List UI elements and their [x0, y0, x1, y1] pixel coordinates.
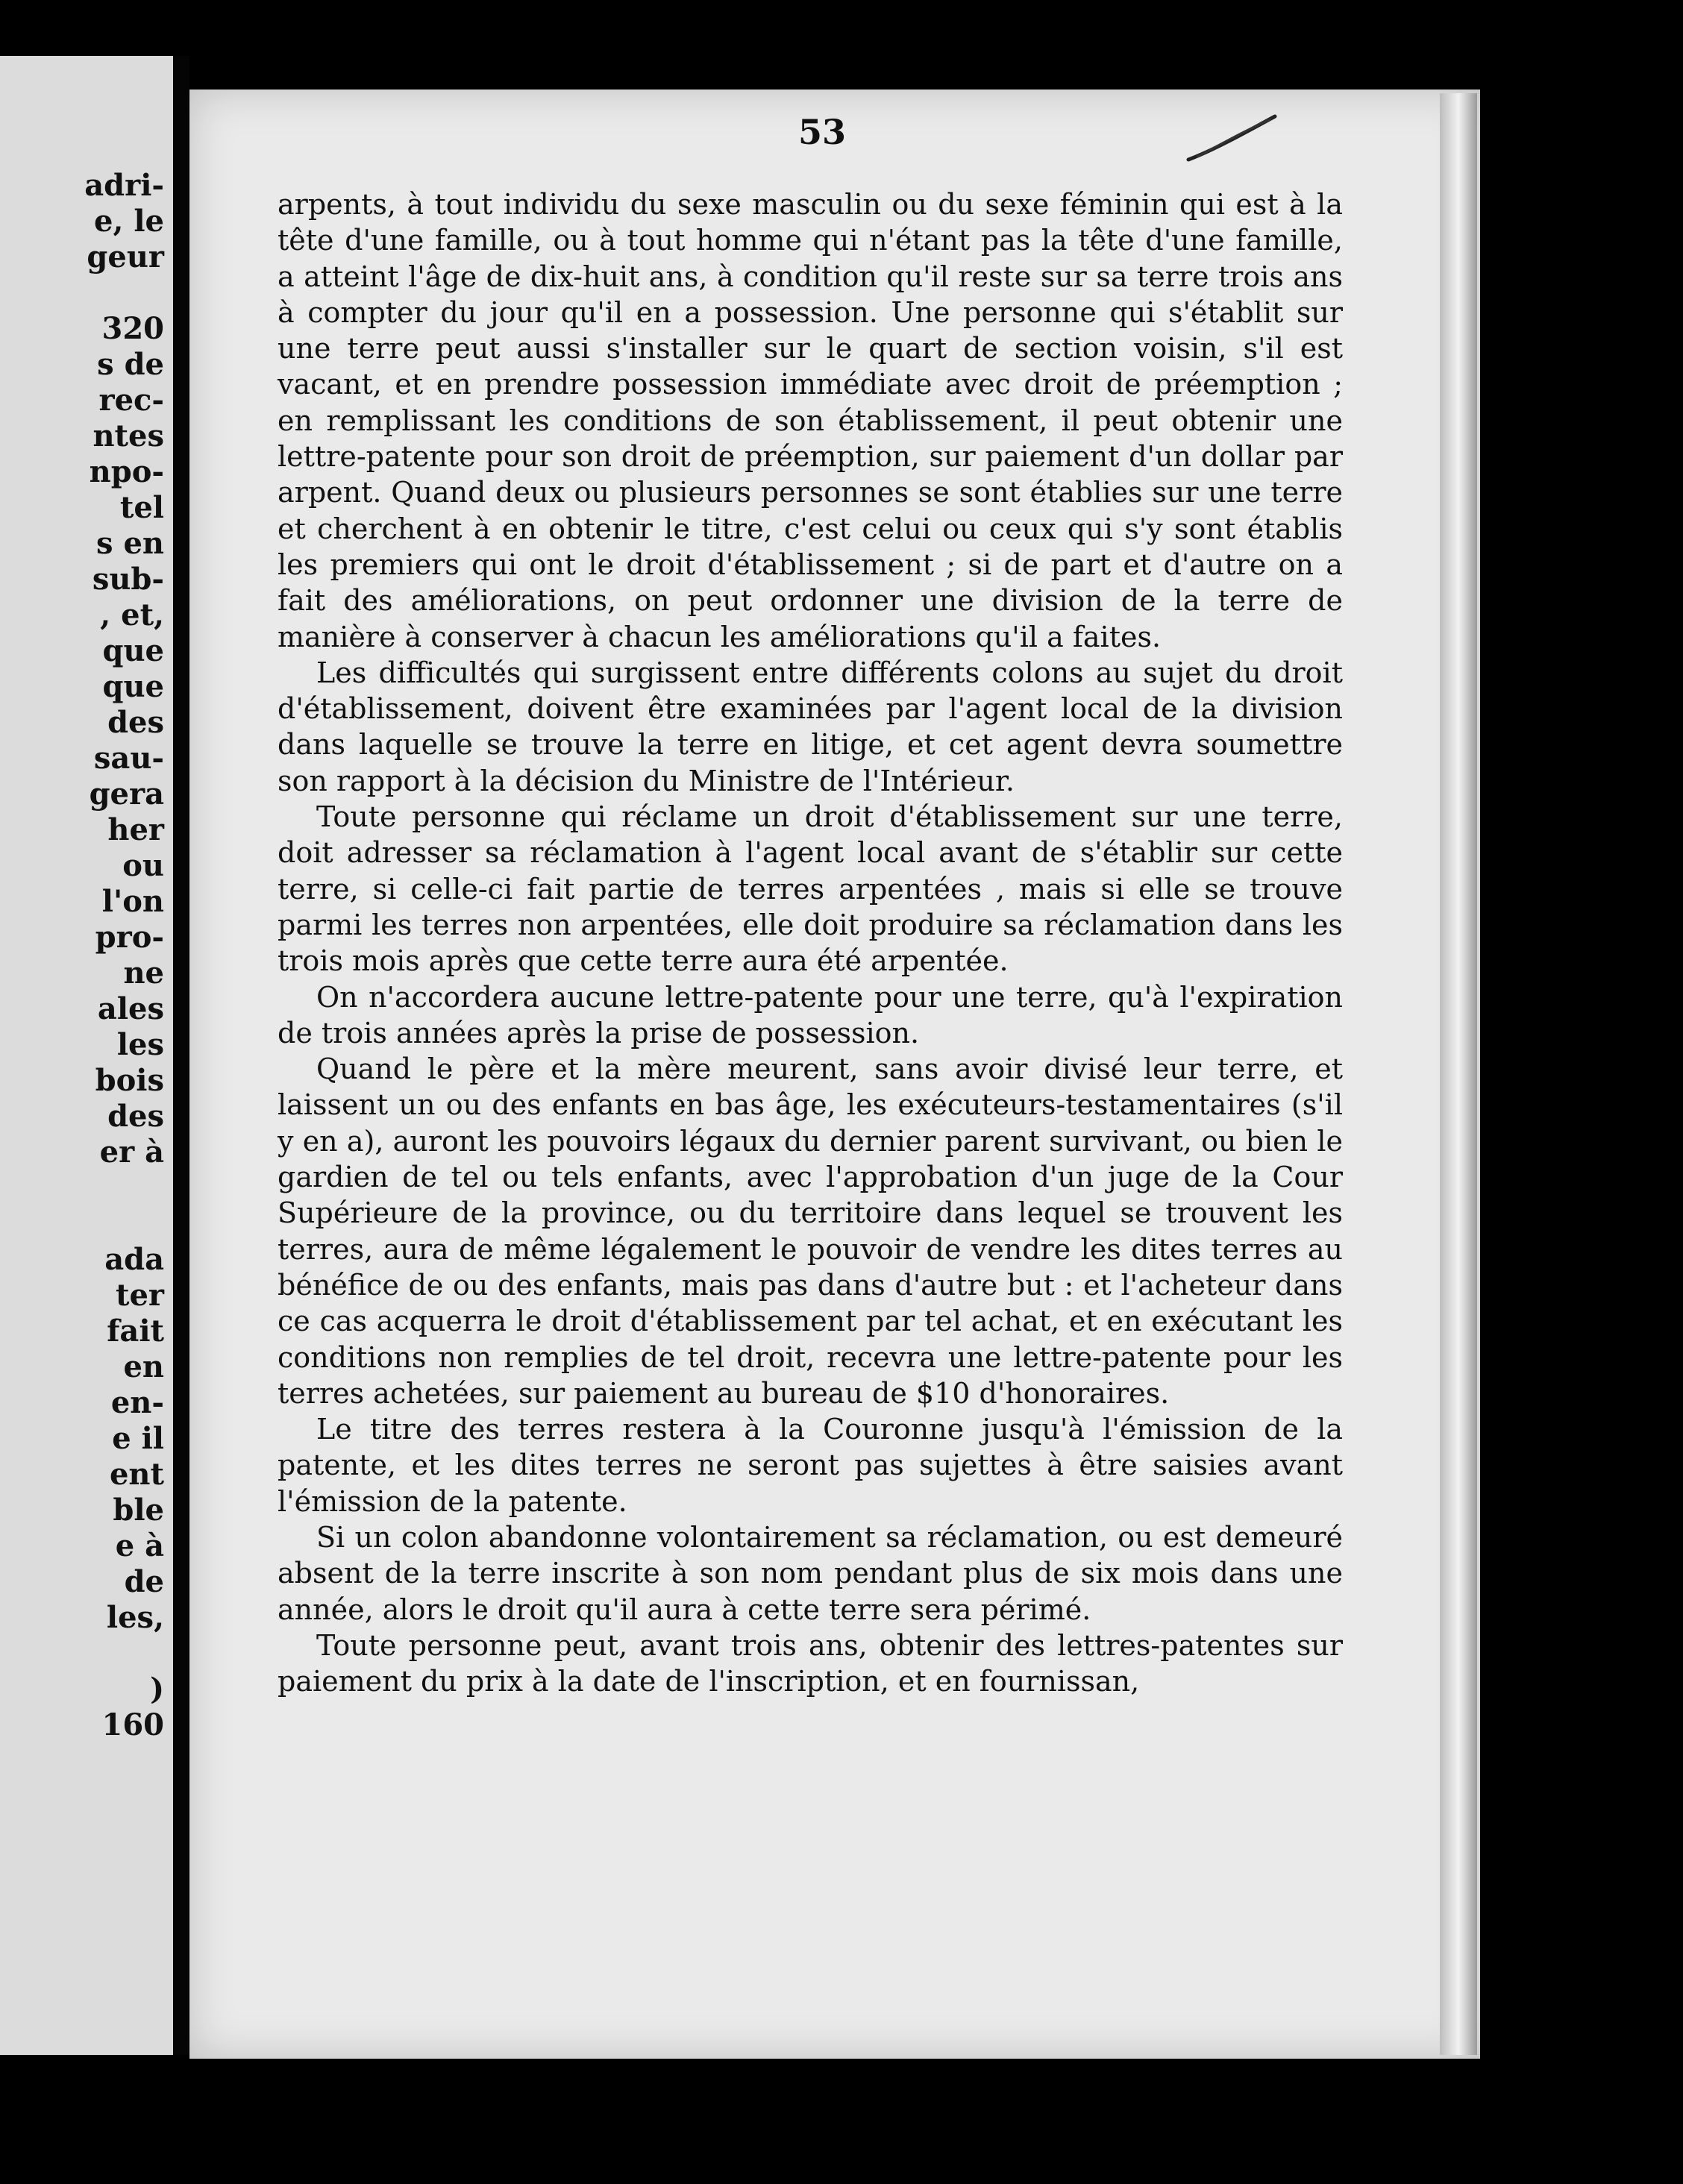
left-page-fragment: e à — [115, 1528, 164, 1563]
left-page-fragment — [84, 1170, 164, 1206]
left-page-fragment: les, — [106, 1600, 164, 1635]
left-page-fragment: les — [116, 1027, 164, 1062]
left-page-fragment: 160 — [101, 1707, 164, 1742]
paragraph: Le titre des terres restera à la Couronne jusqu'à l'émission de la patente, et les dites terres ne seront pas sujettes à être saisies avant l'émission de la patente. — [278, 1413, 1343, 1518]
left-page-fragment — [84, 1206, 164, 1242]
left-page-fragment: fait — [107, 1314, 164, 1349]
body-text — [278, 186, 1343, 1699]
left-page-fragment: ales — [97, 991, 164, 1026]
left-page-fragment: ada — [104, 1242, 164, 1277]
left-page-fragment: gera — [89, 776, 164, 812]
paragraph: arpents, à tout individu du sexe masculin ou du sexe féminin qui est à la tête d'une famille, ou à tout homme qui n'étant pas la tête d'une famille, a atteint l'âge de dix-huit ans, à condition qu'il reste sur sa terre trois ans à compter du jour qu'il en a possession. Une personne qui s'établit sur une terre peut aussi s'installer sur le quart de section voisin, s'il est vacant, et en prendre possession immédiate avec droit de préemption ; en remplissant les conditions de son établissement, il peut obtenir une lettre-patente pour son droit de préemption, sur paiement d'un dollar par arpent. Quand deux ou plusieurs personnes se sont établies sur une terre et cherchent à en obtenir le titre, c'est celui ou ceux qui s'y sont établis les premiers qui ont le droit d'établissement ; si de part et d'autre on a fait des améliorations, on peut ordonner une division de la terre de manière à conserver à chacun les améliorations qu'il a faites. — [278, 188, 1343, 653]
left-page-fragment: geur — [87, 239, 164, 274]
left-page-fragment: pro- — [95, 920, 164, 955]
book-gutter — [173, 56, 189, 2055]
left-page-fragment — [84, 1636, 164, 1672]
left-page-fragment: s en — [96, 526, 164, 561]
paragraph: Toute personne qui réclame un droit d'établissement sur une terre, doit adresser sa réclamation à l'agent local avant de s'établir sur cette terre, si celle-ci fait partie de terres arpentées , mais si elle se trouve parmi les terres non arpentées, elle doit produire sa réclamation dans les trois mois après que cette terre aura été arpentée. — [278, 800, 1343, 978]
left-page-fragment: en — [123, 1349, 164, 1384]
left-page-fragment: que — [102, 669, 164, 704]
left-page-fragment: s de — [97, 347, 164, 382]
pen-mark-icon — [1182, 112, 1279, 164]
left-page-fragment: ent — [109, 1457, 164, 1492]
left-page-fragment: e, le — [94, 204, 164, 239]
left-page-fragment: bois — [95, 1063, 164, 1098]
left-page-fragment: ou — [122, 848, 164, 883]
paragraph: Toute personne peut, avant trois ans, obtenir des lettres-patentes sur paiement du prix à la date de l'inscription, et en fournissan, — [278, 1628, 1343, 1698]
left-page-fragment: de — [124, 1564, 164, 1599]
left-page-fragment: , et, — [100, 597, 164, 633]
left-page-fragment: en- — [110, 1385, 164, 1420]
left-page-fragment: des — [107, 1099, 164, 1134]
left-page-fragment: er à — [99, 1135, 164, 1170]
left-page-fragment: tel — [119, 490, 164, 525]
paragraph: Les difficultés qui surgissent entre différents colons au sujet du droit d'établissement, doivent être examinées par l'agent local de la division dans laquelle se trouve la terre en litige, et cet agent devra soumettre son rapport à la décision du Ministre de l'Intérieur. — [278, 656, 1343, 797]
paragraph: Quand le père et la mère meurent, sans avoir divisé leur terre, et laissent un ou des enfants en bas âge, les exécuteurs-testamentaires (s'il y en a), auront les pouvoirs légaux du dernier parent survivant, ou bien le gardien de tel ou tels enfants, avec l'approbation d'un juge de la Cour Supérieure de la province, ou du territoire dans lequel se trouvent les terres, aura de même légalement le pouvoir de vendre les dites terres au bénéfice de ou des enfants, mais pas dans d'autre but : et l'acheteur dans ce cas acquerra le droit d'établissement par tel achat, et en exécutant les conditions non remplies de tel droit, recevra une lettre-patente pour les terres achetées, sur paiement au bureau de $10 d'honoraires. — [278, 1052, 1343, 1410]
page-number: 53 — [798, 112, 847, 152]
left-page-text — [84, 168, 164, 1743]
left-page-fragment: ntes — [93, 418, 164, 454]
paragraph: On n'accordera aucune lettre-patente pour une terre, qu'à l'expiration de trois années après la prise de possession. — [278, 980, 1343, 1049]
left-page-fragment: ter — [116, 1278, 164, 1313]
left-page-fragment: l'on — [101, 884, 164, 919]
left-page-fragment: npo- — [89, 454, 164, 489]
left-page-fragment: 320 — [101, 311, 164, 346]
left-page-fragment: sau- — [93, 741, 164, 776]
left-page — [0, 56, 173, 2055]
page-edge — [1440, 93, 1477, 2055]
left-page-fragment: des — [107, 705, 164, 740]
left-page-fragment: adri- — [84, 168, 164, 203]
left-page-fragment: ble — [113, 1493, 164, 1528]
left-page-fragment: her — [107, 812, 164, 847]
left-page-fragment: sub- — [92, 562, 164, 597]
left-page-fragment: ) — [150, 1672, 164, 1707]
left-page-fragment: ne — [123, 956, 164, 991]
left-page-fragment: rec- — [98, 383, 164, 418]
left-page-fragment: e il — [112, 1421, 164, 1456]
left-page-fragment — [84, 275, 164, 311]
paragraph: Si un colon abandonne volontairement sa réclamation, ou est demeuré absent de la terre inscrite à son nom pendant plus de six mois dans une année, alors le droit qu'il aura à cette terre sera périmé. — [278, 1520, 1343, 1626]
left-page-fragment: que — [102, 633, 164, 668]
